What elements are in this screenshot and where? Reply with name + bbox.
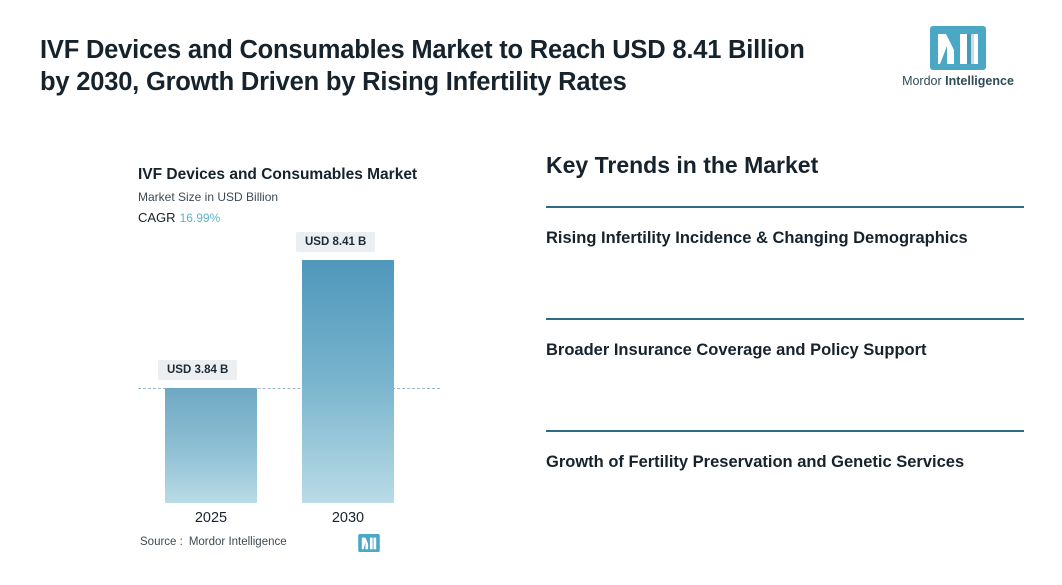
mordor-intelligence-logo-icon [902,24,1014,72]
cagr-value: 16.99% [179,211,221,225]
source-row [140,536,440,558]
bar-value-label-2025: USD 3.84 B [158,360,237,380]
mordor-intelligence-small-logo-icon [358,534,380,552]
source-label: Source : [140,536,183,548]
list-item: Growth of Fertility Preservation and Genetic Services [546,430,1024,542]
key-trends-panel [546,118,1024,585]
bar-2025 [165,388,257,503]
brand-logo-text-bold: Intelligence [945,74,1014,88]
brand-logo-text [902,74,1014,88]
list-item: Broader Insurance Coverage and Policy Support [546,318,1024,430]
chart-subtitle: Market Size in USD Billion [138,190,279,204]
brand-logo-text-light: Mordor [902,74,946,88]
bar-2030 [302,260,394,503]
x-axis [130,510,450,534]
chart-panel [0,118,520,585]
source-name: Mordor Intelligence [188,536,287,548]
list-item: Rising Infertility Incidence & Changing Demographics [546,206,1024,318]
header [0,0,1062,118]
bar-chart-plot [130,228,450,503]
page-title: IVF Devices and Consumables Market to Reach USD 8.41 Billion by 2030, Growth Driven by Rising Infertility Rates [40,36,805,96]
x-axis-tick-2025: 2025 [194,510,228,526]
cagr-row [138,210,220,225]
bar-value-label-2030: USD 8.41 B [296,232,375,252]
brand-logo [902,24,1014,98]
chart-title: IVF Devices and Consumables Market [138,166,418,183]
cagr-label: CAGR [138,210,176,225]
key-trends-list [546,206,1024,542]
x-axis-tick-2030: 2030 [331,510,365,526]
key-trends-title: Key Trends in the Market [546,152,819,178]
